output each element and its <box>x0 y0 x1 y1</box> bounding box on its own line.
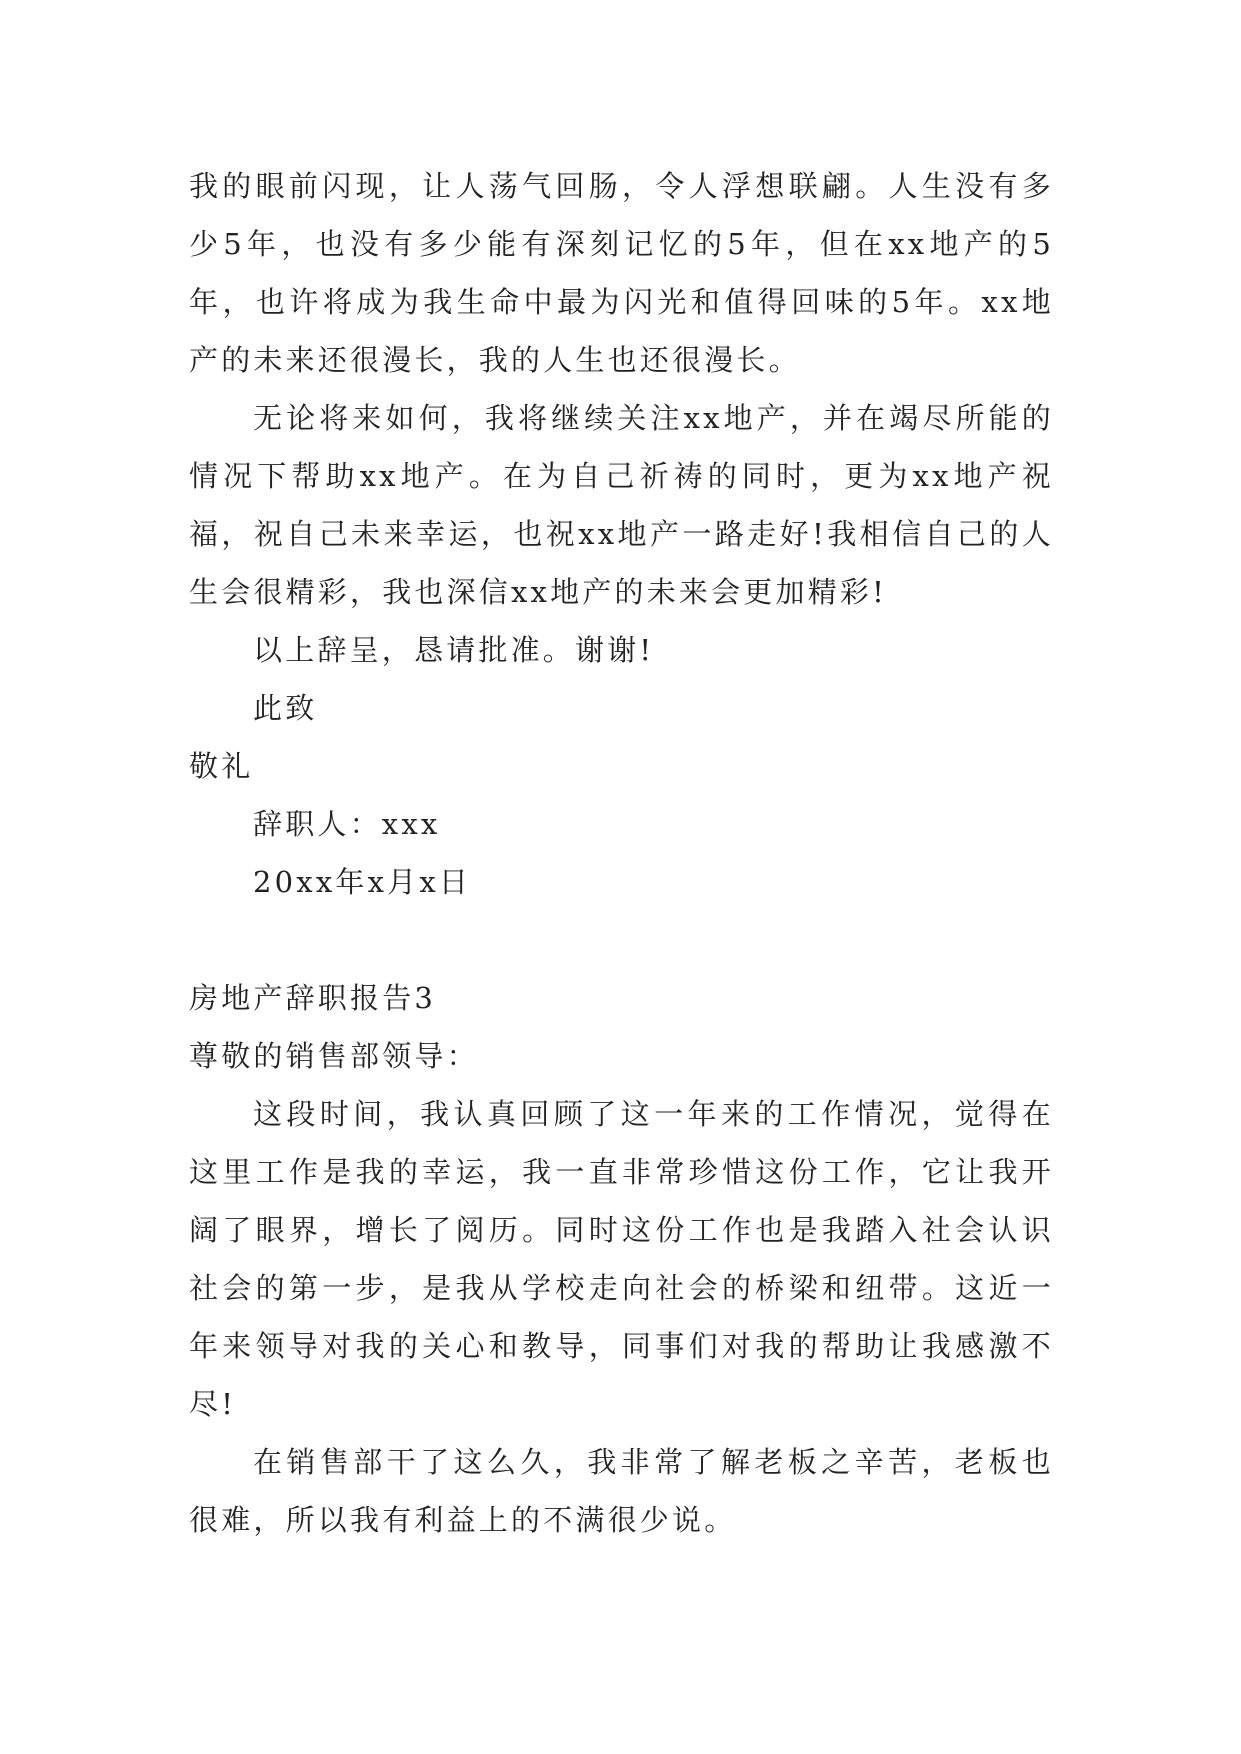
paragraph-request: 以上辞呈，恳请批准。谢谢! <box>253 633 655 667</box>
document-body <box>189 157 1054 1549</box>
closing-jingli: 敬礼 <box>189 749 254 783</box>
date-line: 20xx年x月x日 <box>253 865 472 899</box>
signer-line: 辞职人：xxx <box>253 807 441 841</box>
paragraph-gratitude: 这段时间，我认真回顾了这一年来的工作情况，觉得在这里工作是我的幸运，我一直非常珍惜这份工作，它让我开阔了眼界，增长了阅历。同时这份工作也是我踏入社会认识社会的第一步，是我从学校走向社会的桥梁和纽带。这近一年来领导对我的关心和教导，同事们对我的帮助让我感激不尽! <box>189 1097 1054 1421</box>
paragraph-sales-dept: 在销售部干了这么久，我非常了解老板之辛苦，老板也很难，所以我有利益上的不满很少说。 <box>189 1445 1054 1537</box>
closing-zhici: 此致 <box>253 691 318 725</box>
paragraph-memory: 我的眼前闪现，让人荡气回肠，令人浮想联翩。人生没有多少5年，也没有多少能有深刻记忆的5年，但在xx地产的5年，也许将成为我生命中最为闪光和值得回味的5年。xx地产的未来还很漫长，我的人生也还很漫长。 <box>189 169 1054 377</box>
salutation: 尊敬的销售部领导： <box>189 1039 479 1073</box>
section-spacer <box>189 911 1054 969</box>
section-title: 房地产辞职报告3 <box>189 981 437 1015</box>
paragraph-future: 无论将来如何，我将继续关注xx地产，并在竭尽所能的情况下帮助xx地产。在为自己祈祷的同时，更为xx地产祝福，祝自己未来幸运，也祝xx地产一路走好!我相信自己的人生会很精彩，我也深信xx地产的未来会更加精彩! <box>189 401 1054 609</box>
